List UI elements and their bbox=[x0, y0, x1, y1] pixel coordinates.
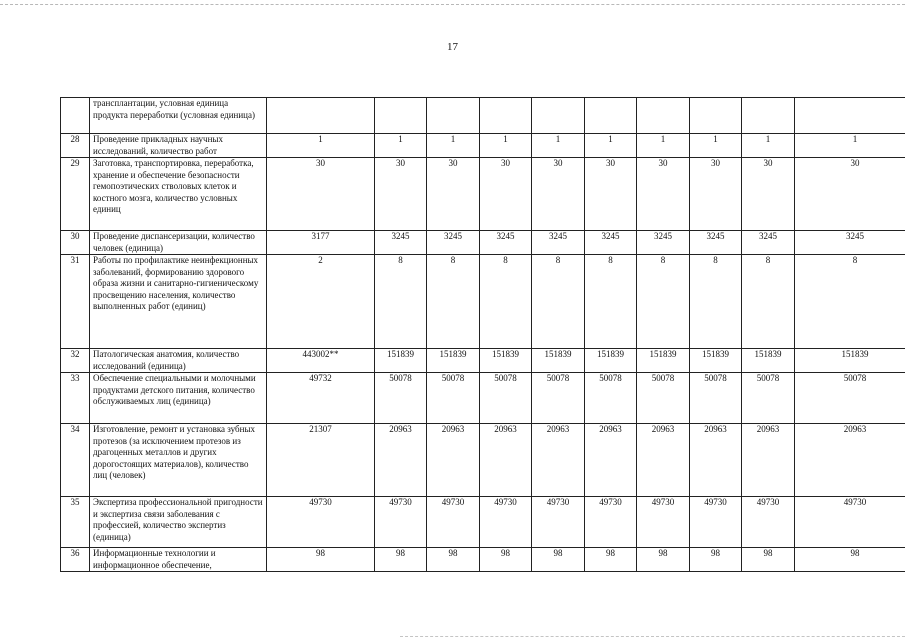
service-description: Проведение диспансеризации, количество человек (единица) bbox=[90, 231, 267, 255]
value-cell: 3245 bbox=[585, 231, 637, 255]
table-row bbox=[61, 255, 905, 349]
value-cell: 98 bbox=[795, 548, 905, 572]
value-cell: 20963 bbox=[427, 424, 480, 497]
table-row bbox=[61, 98, 905, 134]
value-cell bbox=[742, 98, 795, 134]
value-cell: 30 bbox=[742, 158, 795, 231]
service-description: Экспертиза профессиональной пригодности и экспертиза связи заболевания с профессией, количество экспертиз (единица) bbox=[90, 497, 267, 548]
value-cell: 30 bbox=[375, 158, 427, 231]
row-number bbox=[61, 98, 90, 134]
value-cell: 49730 bbox=[532, 497, 585, 548]
service-description: Патологическая анатомия, количество исследований (единица) bbox=[90, 349, 267, 373]
value-cell: 30 bbox=[267, 158, 375, 231]
value-cell: 3245 bbox=[742, 231, 795, 255]
value-cell: 8 bbox=[637, 255, 690, 349]
value-cell: 50078 bbox=[532, 373, 585, 424]
service-description: Проведение прикладных научных исследований, количество работ bbox=[90, 134, 267, 158]
row-number: 32 bbox=[61, 349, 90, 373]
service-description: Изготовление, ремонт и установка зубных протезов (за исключением протезов из драгоценных металлов и других дорогостоящих материалов), количество лиц (человек) bbox=[90, 424, 267, 497]
row-number: 34 bbox=[61, 424, 90, 497]
table-row bbox=[61, 548, 905, 572]
value-cell: 98 bbox=[637, 548, 690, 572]
page-number: 17 bbox=[447, 41, 458, 53]
row-number: 35 bbox=[61, 497, 90, 548]
services-table bbox=[60, 97, 905, 572]
value-cell: 50078 bbox=[480, 373, 532, 424]
value-cell: 1 bbox=[480, 134, 532, 158]
service-description: Обеспечение специальными и молочными продуктами детского питания, количество обслуживаемых лиц (единица) bbox=[90, 373, 267, 424]
value-cell: 49730 bbox=[585, 497, 637, 548]
value-cell: 50078 bbox=[637, 373, 690, 424]
row-number: 28 bbox=[61, 134, 90, 158]
service-description: Заготовка, транспортировка, переработка, хранение и обеспечение безопасности гемопоэтических стволовых клеток и костного мозга, количество условных единиц bbox=[90, 158, 267, 231]
row-number: 33 bbox=[61, 373, 90, 424]
table-row bbox=[61, 158, 905, 231]
value-cell bbox=[585, 98, 637, 134]
value-cell: 49730 bbox=[690, 497, 742, 548]
value-cell: 98 bbox=[742, 548, 795, 572]
value-cell: 98 bbox=[427, 548, 480, 572]
value-cell: 20963 bbox=[795, 424, 905, 497]
value-cell bbox=[480, 98, 532, 134]
value-cell: 98 bbox=[480, 548, 532, 572]
value-cell: 20963 bbox=[742, 424, 795, 497]
value-cell: 49730 bbox=[267, 497, 375, 548]
value-cell: 30 bbox=[532, 158, 585, 231]
table-row bbox=[61, 134, 905, 158]
row-number: 29 bbox=[61, 158, 90, 231]
value-cell: 8 bbox=[690, 255, 742, 349]
value-cell: 8 bbox=[585, 255, 637, 349]
value-cell: 1 bbox=[375, 134, 427, 158]
value-cell: 3245 bbox=[637, 231, 690, 255]
service-description: Информационные технологии и информационное обеспечение, bbox=[90, 548, 267, 572]
value-cell: 8 bbox=[375, 255, 427, 349]
value-cell: 151839 bbox=[690, 349, 742, 373]
value-cell: 151839 bbox=[585, 349, 637, 373]
value-cell bbox=[690, 98, 742, 134]
value-cell: 1 bbox=[427, 134, 480, 158]
value-cell: 30 bbox=[585, 158, 637, 231]
scan-bottom-edge bbox=[400, 636, 905, 637]
value-cell: 443002** bbox=[267, 349, 375, 373]
value-cell: 3245 bbox=[427, 231, 480, 255]
value-cell: 98 bbox=[375, 548, 427, 572]
value-cell: 50078 bbox=[585, 373, 637, 424]
value-cell: 3245 bbox=[375, 231, 427, 255]
value-cell: 98 bbox=[690, 548, 742, 572]
value-cell: 20963 bbox=[690, 424, 742, 497]
value-cell: 151839 bbox=[375, 349, 427, 373]
value-cell: 30 bbox=[637, 158, 690, 231]
value-cell: 50078 bbox=[742, 373, 795, 424]
value-cell: 98 bbox=[585, 548, 637, 572]
value-cell: 151839 bbox=[480, 349, 532, 373]
value-cell: 3245 bbox=[480, 231, 532, 255]
value-cell: 50078 bbox=[795, 373, 905, 424]
value-cell: 49732 bbox=[267, 373, 375, 424]
value-cell: 1 bbox=[795, 134, 905, 158]
value-cell: 30 bbox=[427, 158, 480, 231]
value-cell: 49730 bbox=[742, 497, 795, 548]
value-cell: 50078 bbox=[427, 373, 480, 424]
value-cell: 3245 bbox=[795, 231, 905, 255]
service-description: трансплантации, условная единица продукта переработки (условная единица) bbox=[90, 98, 267, 134]
value-cell: 1 bbox=[637, 134, 690, 158]
value-cell: 1 bbox=[742, 134, 795, 158]
value-cell: 49730 bbox=[427, 497, 480, 548]
value-cell bbox=[427, 98, 480, 134]
value-cell: 20963 bbox=[375, 424, 427, 497]
value-cell: 2 bbox=[267, 255, 375, 349]
value-cell: 49730 bbox=[795, 497, 905, 548]
value-cell: 151839 bbox=[742, 349, 795, 373]
row-number: 31 bbox=[61, 255, 90, 349]
value-cell bbox=[267, 98, 375, 134]
value-cell: 8 bbox=[427, 255, 480, 349]
value-cell: 20963 bbox=[532, 424, 585, 497]
value-cell: 98 bbox=[267, 548, 375, 572]
value-cell: 1 bbox=[690, 134, 742, 158]
value-cell: 8 bbox=[795, 255, 905, 349]
value-cell: 49730 bbox=[637, 497, 690, 548]
value-cell: 30 bbox=[690, 158, 742, 231]
value-cell: 50078 bbox=[690, 373, 742, 424]
value-cell: 30 bbox=[480, 158, 532, 231]
table-row bbox=[61, 231, 905, 255]
value-cell bbox=[375, 98, 427, 134]
value-cell: 3245 bbox=[532, 231, 585, 255]
value-cell: 20963 bbox=[585, 424, 637, 497]
value-cell: 151839 bbox=[427, 349, 480, 373]
table-row bbox=[61, 497, 905, 548]
table-row bbox=[61, 349, 905, 373]
table-row bbox=[61, 373, 905, 424]
value-cell: 8 bbox=[742, 255, 795, 349]
value-cell bbox=[795, 98, 905, 134]
value-cell: 151839 bbox=[532, 349, 585, 373]
value-cell bbox=[637, 98, 690, 134]
value-cell: 20963 bbox=[480, 424, 532, 497]
row-number: 30 bbox=[61, 231, 90, 255]
value-cell: 8 bbox=[532, 255, 585, 349]
value-cell: 50078 bbox=[375, 373, 427, 424]
value-cell: 20963 bbox=[637, 424, 690, 497]
value-cell: 98 bbox=[532, 548, 585, 572]
value-cell: 151839 bbox=[637, 349, 690, 373]
value-cell: 151839 bbox=[795, 349, 905, 373]
value-cell: 1 bbox=[267, 134, 375, 158]
value-cell: 30 bbox=[795, 158, 905, 231]
value-cell bbox=[532, 98, 585, 134]
value-cell: 8 bbox=[480, 255, 532, 349]
table-row bbox=[61, 424, 905, 497]
scan-top-edge bbox=[0, 4, 905, 5]
value-cell: 49730 bbox=[480, 497, 532, 548]
value-cell: 21307 bbox=[267, 424, 375, 497]
service-description: Работы по профилактике неинфекционных заболеваний, формированию здорового образа жизни и санитарно-гигиеническому просвещению населения, количество выполненных работ (единиц) bbox=[90, 255, 267, 349]
value-cell: 3245 bbox=[690, 231, 742, 255]
value-cell: 1 bbox=[585, 134, 637, 158]
value-cell: 1 bbox=[532, 134, 585, 158]
row-number: 36 bbox=[61, 548, 90, 572]
value-cell: 49730 bbox=[375, 497, 427, 548]
value-cell: 3177 bbox=[267, 231, 375, 255]
